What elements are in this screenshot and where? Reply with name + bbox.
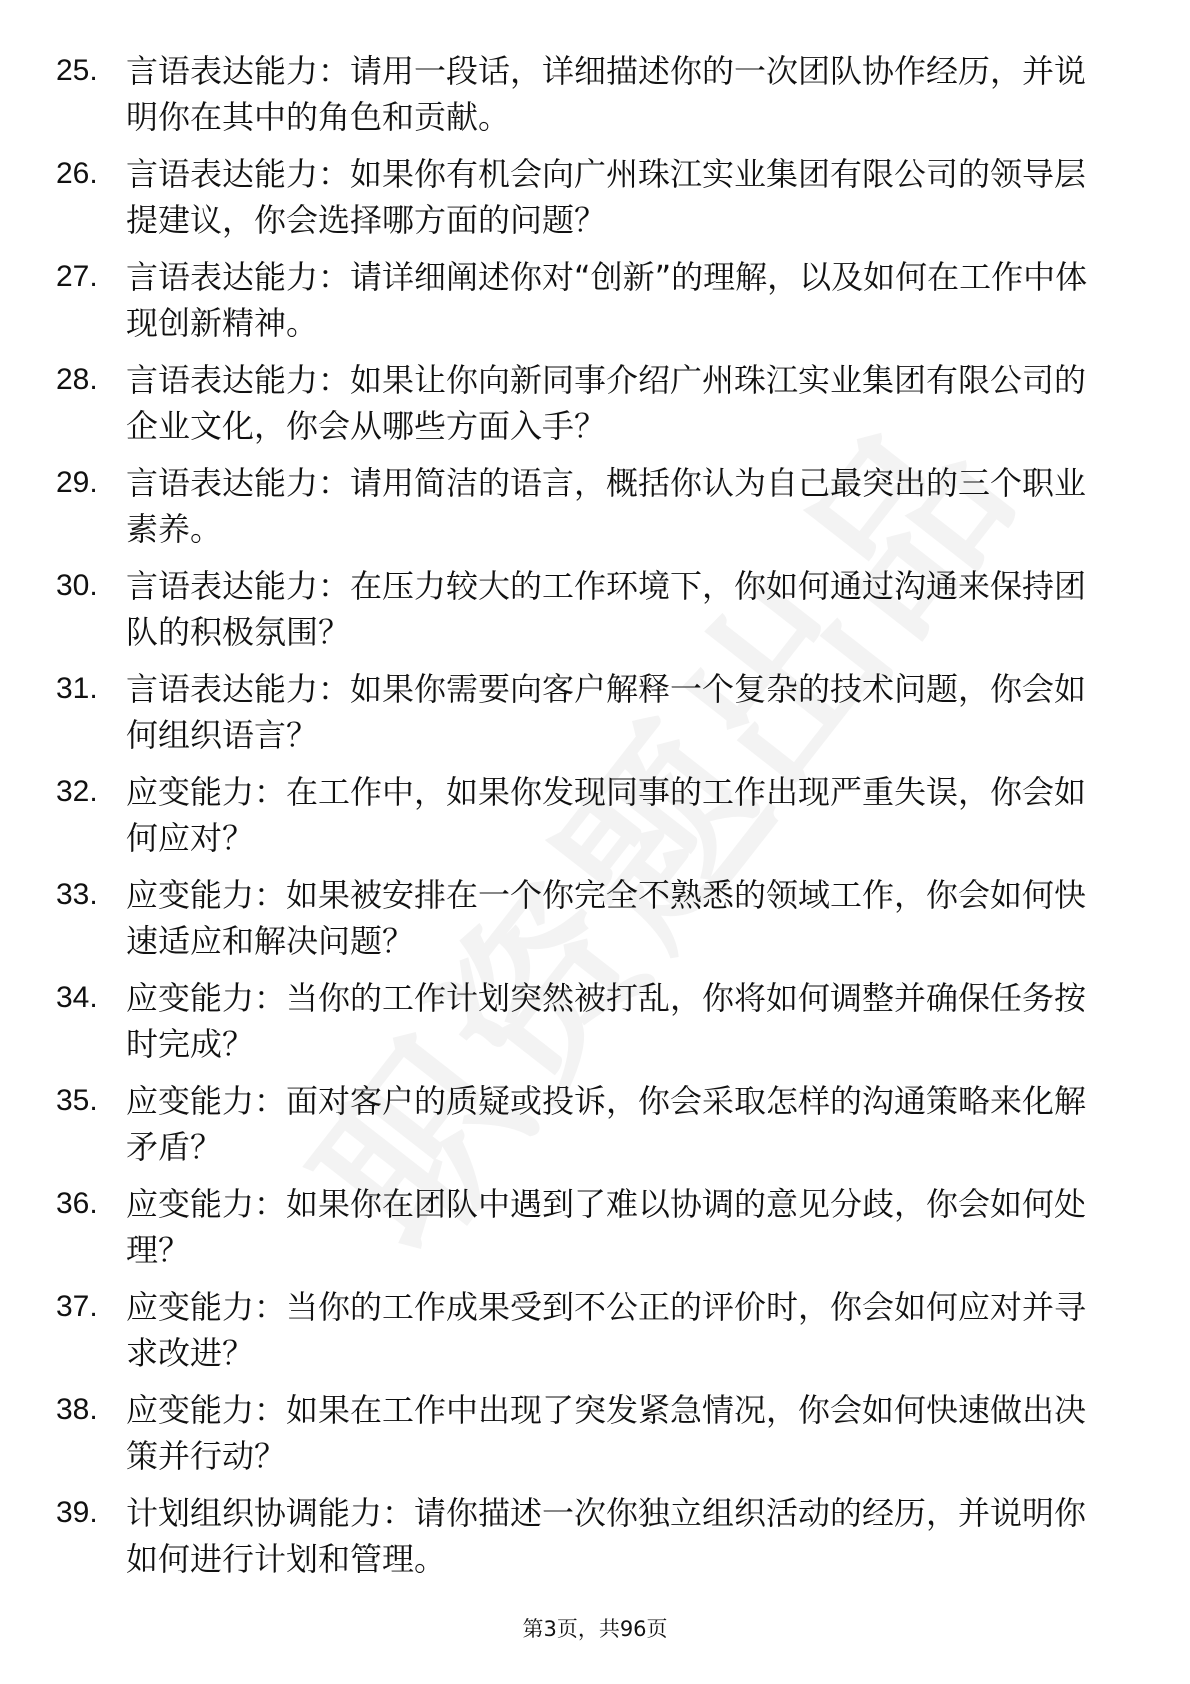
question-text: 应变能力：当你的工作计划突然被打乱，你将如何调整并确保任务按时完成？ xyxy=(126,979,1087,1063)
question-number: 34. xyxy=(56,981,98,1014)
question-text: 应变能力：在工作中，如果你发现同事的工作出现严重失误，你会如何应对？ xyxy=(126,773,1087,857)
question-item xyxy=(0,975,1190,1078)
question-text: 言语表达能力：如果你需要向客户解释一个复杂的技术问题，你会如何组织语言？ xyxy=(126,670,1087,754)
question-text: 言语表达能力：请详细阐述你对“创新”的理解，以及如何在工作中体现创新精神。 xyxy=(126,258,1088,342)
question-text: 言语表达能力：在压力较大的工作环境下，你如何通过沟通来保持团队的积极氛围？ xyxy=(126,567,1087,651)
question-item xyxy=(0,1284,1190,1387)
question-number: 28. xyxy=(56,363,98,396)
question-list xyxy=(0,48,1190,1593)
question-item xyxy=(0,1490,1190,1593)
question-item xyxy=(0,1387,1190,1490)
question-number: 37. xyxy=(56,1290,98,1323)
question-number: 33. xyxy=(56,878,98,911)
question-number: 36. xyxy=(56,1187,98,1220)
question-number: 25. xyxy=(56,54,98,87)
question-item xyxy=(0,254,1190,357)
page-footer xyxy=(0,1615,1190,1643)
question-text: 应变能力：如果你在团队中遇到了难以协调的意见分歧，你会如何处理？ xyxy=(126,1185,1087,1269)
question-text: 应变能力：面对客户的质疑或投诉，你会采取怎样的沟通策略来化解矛盾？ xyxy=(126,1082,1087,1166)
question-number: 35. xyxy=(56,1084,98,1117)
question-number: 38. xyxy=(56,1393,98,1426)
question-item xyxy=(0,1181,1190,1284)
question-item xyxy=(0,769,1190,872)
question-item xyxy=(0,563,1190,666)
question-item xyxy=(0,460,1190,563)
question-text: 应变能力：当你的工作成果受到不公正的评价时，你会如何应对并寻求改进？ xyxy=(126,1288,1087,1372)
question-number: 29. xyxy=(56,466,98,499)
question-number: 39. xyxy=(56,1496,98,1529)
question-number: 30. xyxy=(56,569,98,602)
page-number-label: 第3页，共96页 xyxy=(522,1617,668,1641)
question-text: 言语表达能力：请用简洁的语言，概括你认为自己最突出的三个职业素养。 xyxy=(126,464,1087,548)
question-item xyxy=(0,1078,1190,1181)
question-number: 32. xyxy=(56,775,98,808)
question-number: 31. xyxy=(56,672,98,705)
question-text: 言语表达能力：请用一段话，详细描述你的一次团队协作经历，并说明你在其中的角色和贡献。 xyxy=(126,52,1087,136)
question-item xyxy=(0,151,1190,254)
question-item xyxy=(0,48,1190,151)
question-number: 27. xyxy=(56,260,98,293)
question-text: 言语表达能力：如果让你向新同事介绍广州珠江实业集团有限公司的企业文化，你会从哪些方面入手？ xyxy=(126,361,1087,445)
question-item xyxy=(0,872,1190,975)
question-text: 言语表达能力：如果你有机会向广州珠江实业集团有限公司的领导层提建议，你会选择哪方面的问题？ xyxy=(126,155,1087,239)
question-number: 26. xyxy=(56,157,98,190)
question-text: 应变能力：如果被安排在一个你完全不熟悉的领域工作，你会如何快速适应和解决问题？ xyxy=(126,876,1087,960)
question-text: 应变能力：如果在工作中出现了突发紧急情况，你会如何快速做出决策并行动？ xyxy=(126,1391,1087,1475)
question-text: 计划组织协调能力：请你描述一次你独立组织活动的经历，并说明你如何进行计划和管理。 xyxy=(126,1494,1087,1578)
question-item xyxy=(0,666,1190,769)
question-item xyxy=(0,357,1190,460)
